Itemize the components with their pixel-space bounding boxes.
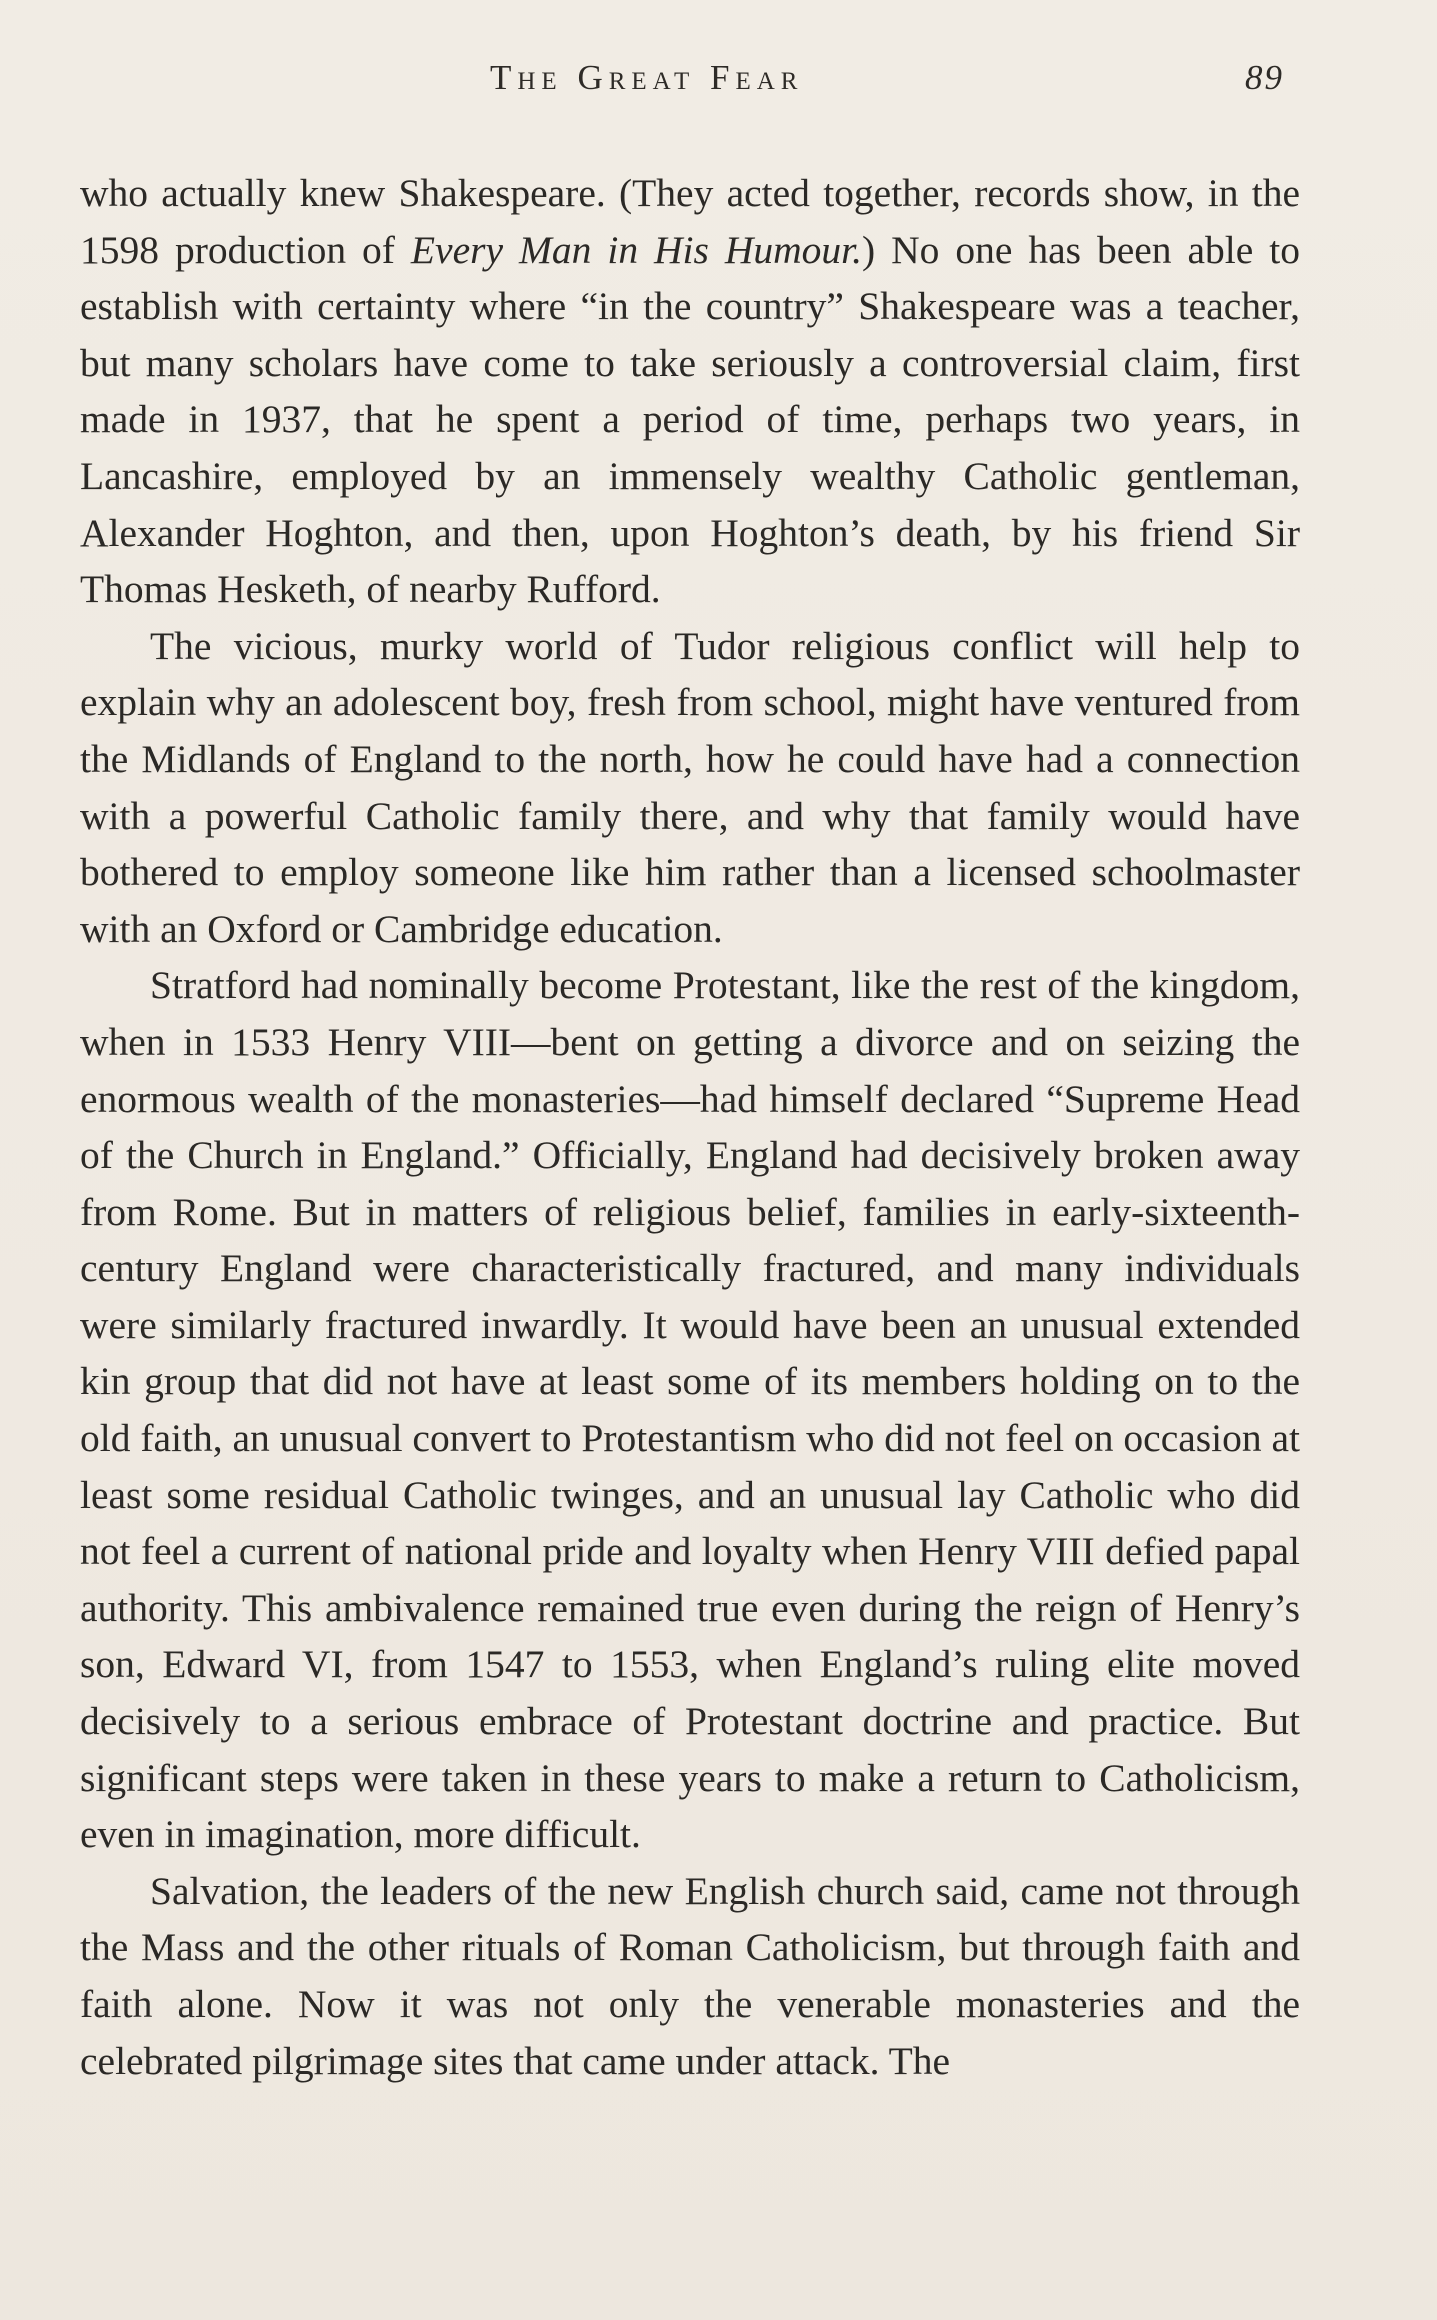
paragraph-1-text-after: ) No one has been able to establish with certainty where “in the country” Shakespeare was a teacher, but many scholars have come to take seriously a controversial claim, first made in 1937, that he spent a period of time, perhaps two years, in Lancashire, employed by an immensely wealthy Catholic gentleman, Alexander Hoghton, and then, upon Hoghton’s death, by his friend Sir Thomas Hesketh, of nearby Rufford.: [80, 227, 1300, 612]
running-title: The Great Fear: [490, 58, 804, 97]
paragraph-1-text-before: who actually knew Shakespeare. (They acted together, records show, in the 1598 production of: [80, 171, 1300, 272]
paragraph-4: Salvation, the leaders of the new English church said, came not through the Mass and the other rituals of Roman Catholicism, but through faith and faith alone. Now it was not only the venerable monasteries and the celebrated pilgrimage sites that came under attack. The: [80, 1868, 1300, 2083]
paragraph-2: The vicious, murky world of Tudor religious conflict will help to explain why an adolescent boy, fresh from school, might have ventured from the Midlands of England to the north, how he could have had a connection with a powerful Catholic family there, and why that family would have bothered to employ someone like him rather than a licensed schoolmaster with an Oxford or Cambridge education.: [80, 623, 1300, 951]
body-text: [80, 165, 1300, 2089]
book-title-italic: Every Man in His Humour.: [410, 227, 863, 272]
paragraph-3: Stratford had nominally become Protestant, like the rest of the kingdom, when in 1533 Henry VIII—bent on getting a divorce and on seizing the enormous wealth of the monasteries—had himself declared “Supreme Head of the Church in England.” Officially, England had decisively broken away from Rome. But in matters of religious belief, families in early-sixteenth-century England were characteristically fractured, and many individuals were similarly fractured inwardly. It would have been an unusual extended kin group that did not have at least some of its members holding on to the old faith, an unusual convert to Protestantism who did not feel on occasion at least some residual Catholic twinges, and an unusual lay Catholic who did not feel a current of national pride and loyalty when Henry VIII defied papal authority. This ambivalence remained true even during the reign of Henry’s son, Edward VI, from 1547 to 1553, when England’s ruling elite moved decisively to a serious embrace of Protestant doctrine and practice. But significant steps were taken in these years to make a return to Catholicism, even in imagination, more difficult.: [80, 963, 1300, 1857]
page-number: 89: [1245, 58, 1284, 97]
running-head: [0, 58, 1437, 108]
paragraph-1: [80, 165, 1300, 618]
